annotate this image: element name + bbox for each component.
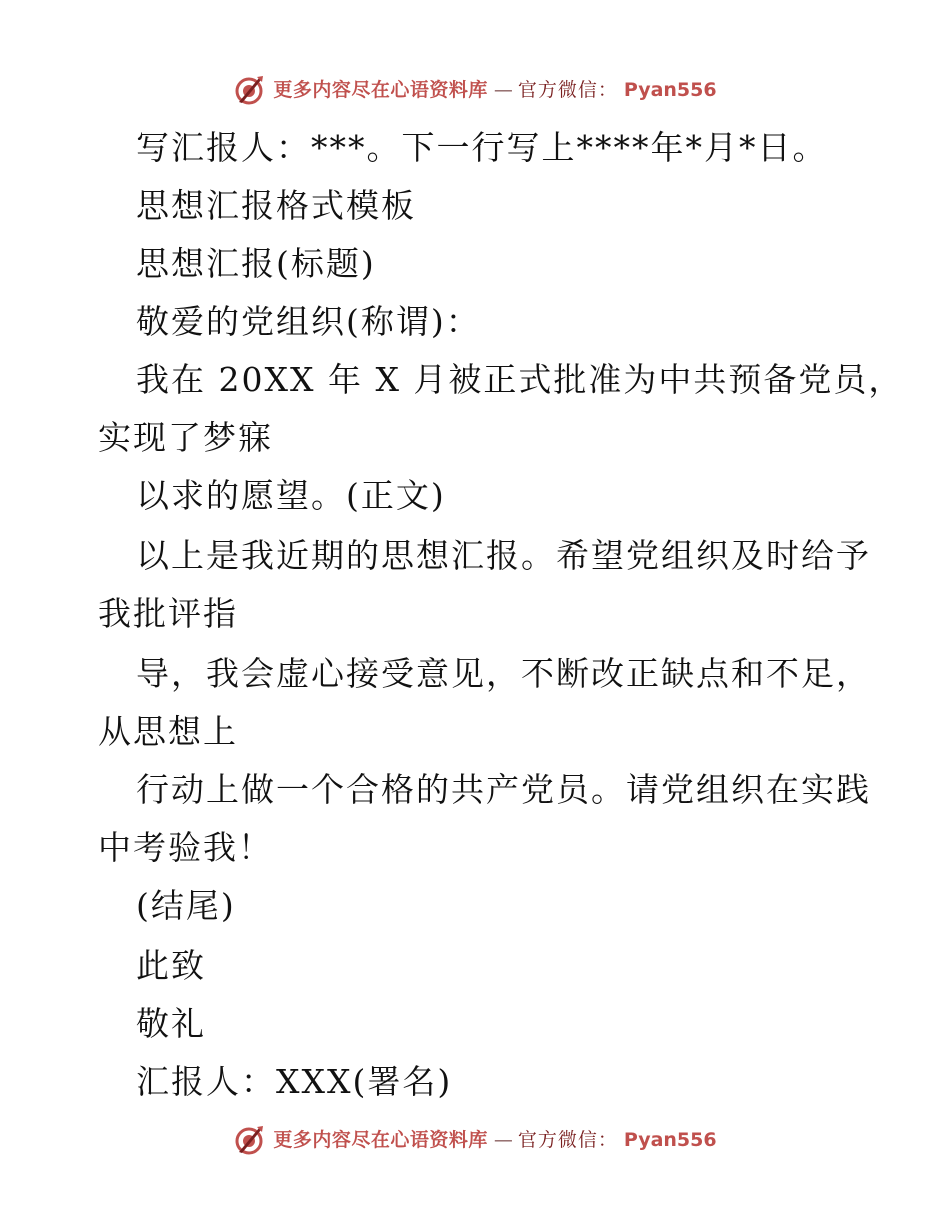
body-line: 思想汇报格式模板 (136, 186, 416, 225)
body-line: 敬爱的党组织(称谓)： (136, 302, 481, 341)
footer-site-text: 更多内容尽在心语资料库 (273, 1128, 488, 1151)
footer-banner (0, 1120, 950, 1160)
header-site-text: 更多内容尽在心语资料库 (273, 78, 488, 101)
body-line: 写汇报人：***。下一行写上****年*月*日。 (136, 128, 828, 167)
body-line: 汇报人：XXX(署名) (136, 1062, 453, 1101)
body-line: (结尾) (136, 886, 236, 925)
body-line: 我批评指 (98, 594, 238, 633)
body-line: 思想汇报(标题) (136, 244, 376, 283)
body-line: 敬礼 (136, 1004, 206, 1043)
quill-logo-icon (233, 1124, 265, 1156)
body-line: 以上是我近期的思想汇报。希望党组织及时给予 (136, 536, 871, 575)
footer-wechat-label: 官方微信： (517, 1128, 618, 1151)
footer-dash: — (493, 1128, 512, 1151)
header-dash: — (493, 78, 512, 101)
body-line: 此致 (136, 946, 206, 985)
header-wechat-label: 官方微信： (517, 78, 618, 101)
body-line: 我在 20XX 年 X 月被正式批准为中共预备党员， (136, 360, 904, 399)
quill-logo-icon (233, 74, 265, 106)
body-line: 以求的愿望。(正文) (136, 476, 446, 515)
body-line: 行动上做一个合格的共产党员。请党组织在实践 (136, 770, 871, 809)
header-wechat-id: Pyan556 (623, 78, 717, 101)
header-banner (0, 70, 950, 110)
body-line: 导，我会虚心接受意见，不断改正缺点和不足， (136, 654, 871, 693)
body-line: 中考验我！ (98, 828, 273, 867)
footer-wechat-id: Pyan556 (623, 1128, 717, 1151)
body-line: 实现了梦寐 (98, 418, 273, 457)
body-line: 从思想上 (98, 712, 238, 751)
